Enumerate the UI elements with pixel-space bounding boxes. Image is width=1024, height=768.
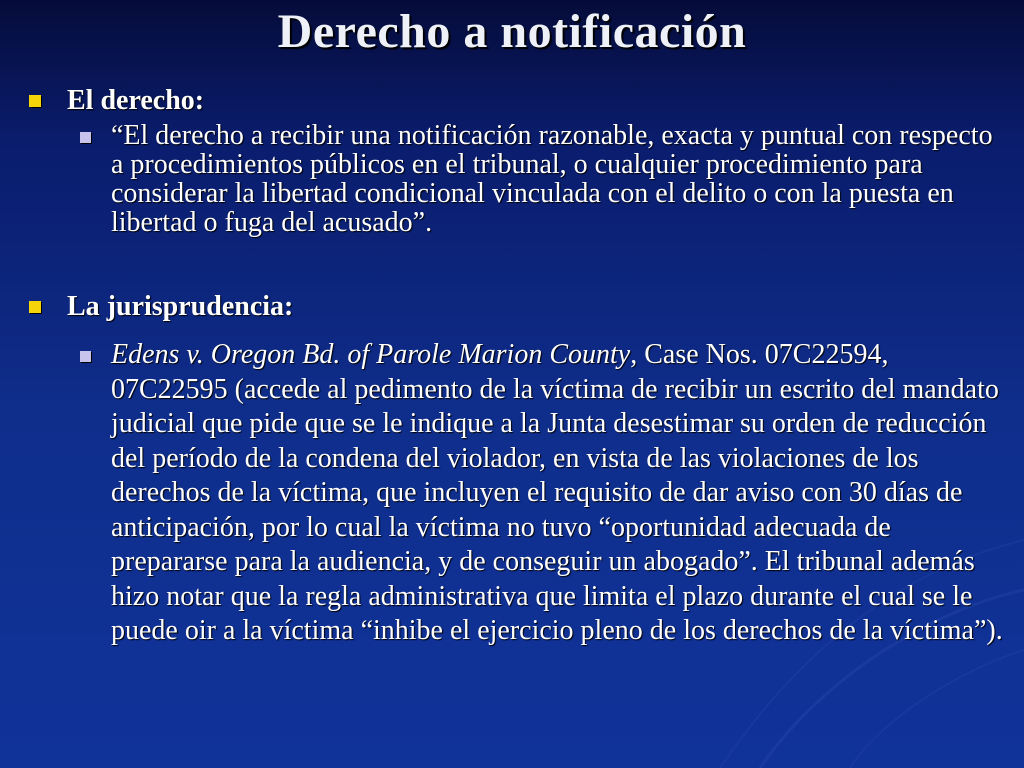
case-name: Edens v. Oregon Bd. of Parole Marion County bbox=[111, 339, 631, 370]
lavender-square-bullet-icon bbox=[80, 132, 91, 143]
section-heading-jurisprudencia: La jurisprudencia: bbox=[67, 291, 294, 322]
yellow-square-bullet-icon bbox=[29, 95, 41, 107]
quote-text: “El derecho a recibir una notificación razonable, exacta y puntual con respecto a procedimientos públicos en el tribunal, o cualquier procedimiento para considerar la libertad condicional vinculada con el delito o con la puesta en libertad o fuga del acusado”. bbox=[111, 120, 993, 238]
slide-title: Derecho a notificación bbox=[277, 5, 747, 58]
case-paragraph bbox=[111, 338, 1006, 649]
yellow-square-bullet-icon bbox=[29, 301, 41, 313]
section-heading-derecho: El derecho: bbox=[67, 85, 205, 116]
lavender-square-bullet-icon bbox=[80, 351, 91, 362]
case-description: , Case Nos. 07C22594, 07C22595 (accede al pedimento de la víctima de recibir un escrito del mandato judicial que pide que se le indique a la Junta desestimar su orden de reducción del período de la condena del violador, en vista de las violaciones de los derechos de la víctima, que incluyen el requisito de dar aviso con 30 días de anticipación, por lo cual la víctima no tuvo “oportunidad adecuada de prepararse para la audiencia, y de conseguir un abogado”. El tribunal además hizo notar que la regla administrativa que limita el plazo durante el cual se le puede oir a la víctima “inhibe el ejercicio pleno de los derechos de la víctima”). bbox=[111, 339, 1003, 646]
